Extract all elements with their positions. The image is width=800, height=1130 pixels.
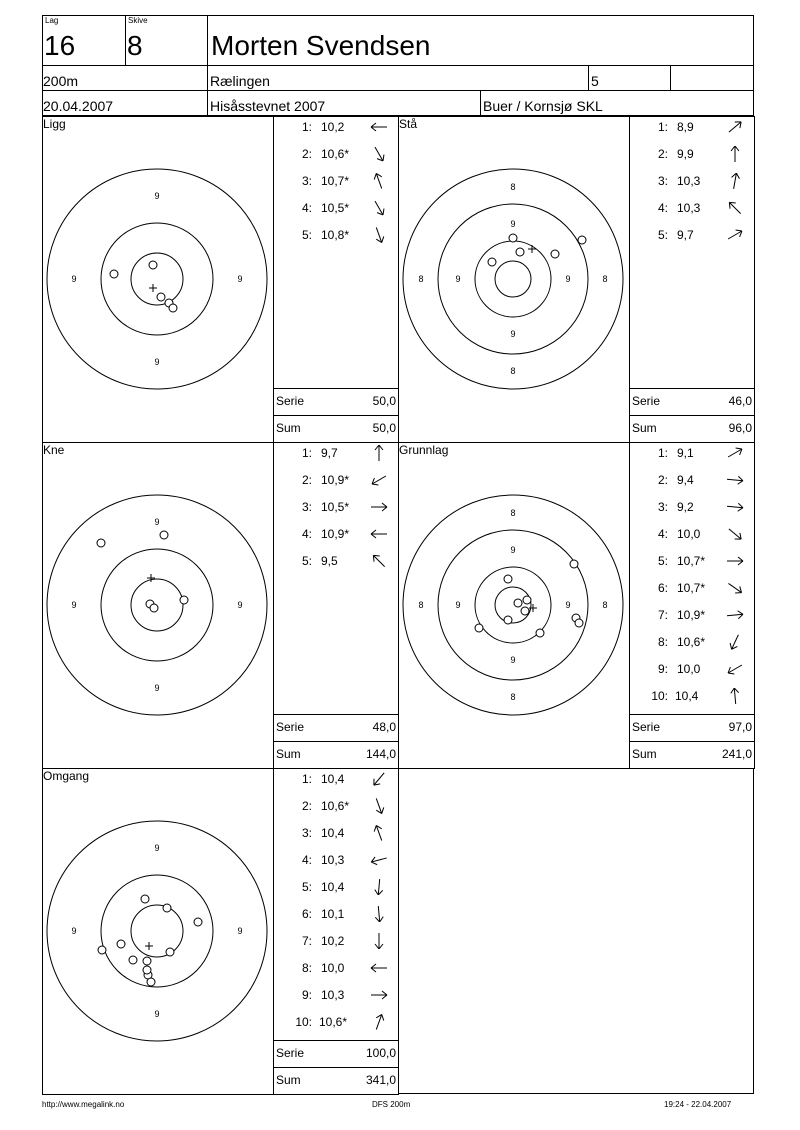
shot-number: 1: [301, 772, 312, 786]
shot-number: 3: [657, 174, 668, 188]
shot-hole [157, 293, 165, 301]
serie-label: Serie [276, 1046, 305, 1060]
direction-arrow-icon [725, 445, 745, 461]
shot-hole [129, 956, 137, 964]
lag-value: 16 [44, 30, 76, 61]
shot-row [629, 497, 754, 517]
sum-label: Sum [632, 747, 657, 761]
shot-number: 1: [657, 446, 668, 460]
shot-number: 4: [657, 527, 668, 541]
direction-arrow-icon [725, 580, 745, 596]
target-ring [47, 821, 267, 1041]
shot-value: 9,7 [677, 228, 694, 242]
target-face [42, 442, 273, 768]
shot-hole [516, 248, 524, 256]
ring-label: 9 [455, 274, 461, 284]
shot-value: 10,9* [321, 527, 350, 541]
shooter-name: Morten Svendsen [211, 30, 431, 61]
shot-hole [141, 895, 149, 903]
shot-row [273, 850, 398, 870]
shot-hole [504, 616, 512, 624]
sum-value: 96,0 [728, 421, 752, 435]
shot-value: 10,6* [319, 1015, 348, 1029]
shot-row [273, 144, 398, 164]
shot-number: 4: [301, 201, 312, 215]
shot-hole [147, 978, 155, 986]
shot-value: 10,5* [321, 201, 350, 215]
serie-value: 48,0 [372, 720, 396, 734]
direction-arrow-icon [369, 499, 389, 515]
target-face [398, 442, 629, 768]
sum-row [273, 1067, 399, 1094]
shot-row [273, 904, 398, 924]
direction-arrow-icon [725, 607, 745, 623]
distance: 200m [43, 73, 79, 89]
direction-arrow-icon [725, 119, 745, 135]
club: Rælingen [210, 73, 270, 89]
lag-label: Lag [45, 16, 59, 25]
shot-hole [150, 604, 158, 612]
serie-value: 100,0 [365, 1046, 396, 1060]
series-name: Grunnlag [399, 443, 449, 457]
event: Hisåsstevnet 2007 [210, 98, 326, 114]
target-ring [101, 875, 213, 987]
direction-arrow-icon [725, 499, 745, 515]
center-cross-icon [145, 942, 153, 950]
shot-value: 9,5 [321, 554, 338, 568]
shot-row [273, 1012, 398, 1032]
ring-label: 9 [510, 545, 516, 555]
ring-label: 9 [154, 843, 160, 853]
shot-hole [475, 624, 483, 632]
shot-hole [169, 304, 177, 312]
shot-value: 10,4 [321, 880, 345, 894]
direction-arrow-icon [725, 173, 745, 189]
serie-row [629, 714, 755, 741]
shot-hole [504, 575, 512, 583]
shot-value: 10,6* [321, 799, 350, 813]
hosts: Buer / Kornsjø SKL [483, 98, 603, 114]
shot-number: 2: [301, 799, 312, 813]
sum-value: 241,0 [721, 747, 752, 761]
direction-arrow-icon [369, 119, 389, 135]
serie-label: Serie [632, 394, 661, 408]
serie-row [273, 1040, 399, 1067]
shot-value: 9,7 [321, 446, 338, 460]
shot-hole [578, 236, 586, 244]
shot-value: 10,3 [321, 988, 345, 1002]
shot-number: 5: [657, 554, 668, 568]
shot-value: 9,1 [677, 446, 694, 460]
shot-value: 10,2 [321, 934, 345, 948]
shot-value: 10,4 [675, 689, 699, 703]
direction-arrow-icon [725, 200, 745, 216]
shot-number: 1: [657, 120, 668, 134]
shot-value: 10,0 [321, 961, 345, 975]
serie-row [629, 388, 755, 415]
shot-row [273, 470, 398, 490]
class-cell [588, 65, 671, 90]
target-ring [403, 169, 623, 389]
shot-number: 3: [657, 500, 668, 514]
shot-row [273, 198, 398, 218]
direction-arrow-icon [369, 472, 389, 488]
direction-arrow-icon [369, 1014, 389, 1030]
shot-number: 8: [301, 961, 312, 975]
serie-value: 50,0 [372, 394, 396, 408]
direction-arrow-icon [369, 173, 389, 189]
ring-label: 9 [237, 926, 243, 936]
shot-value: 10,3 [677, 201, 701, 215]
shot-hole [551, 250, 559, 258]
date: 20.04.2007 [43, 98, 114, 114]
direction-arrow-icon [369, 146, 389, 162]
ring-label: 8 [418, 600, 424, 610]
ring-label: 9 [154, 517, 160, 527]
shot-hole [523, 596, 531, 604]
ring-label: 8 [602, 274, 608, 284]
target-ring [403, 495, 623, 715]
shot-value: 10,9* [677, 608, 706, 622]
shot-number: 9: [657, 662, 668, 676]
ring-label: 9 [154, 191, 160, 201]
footer-program: DFS 200m [372, 1100, 411, 1109]
shot-hole [166, 948, 174, 956]
ring-label: 9 [565, 600, 571, 610]
direction-arrow-icon [725, 688, 745, 704]
sum-value: 144,0 [365, 747, 396, 761]
ring-label: 8 [510, 182, 516, 192]
shot-row [629, 117, 754, 137]
shot-hole [488, 258, 496, 266]
direction-arrow-icon [369, 445, 389, 461]
target-ring [495, 587, 531, 623]
direction-arrow-icon [369, 852, 389, 868]
divider [480, 90, 481, 116]
shot-number: 2: [301, 147, 312, 161]
sum-row [273, 415, 399, 442]
sum-label: Sum [276, 421, 301, 435]
shot-value: 10,7* [677, 581, 706, 595]
shot-number: 1: [301, 446, 312, 460]
direction-arrow-icon [369, 825, 389, 841]
ring-label: 8 [510, 692, 516, 702]
ring-label: 9 [510, 655, 516, 665]
sum-row [629, 415, 755, 442]
shot-number: 3: [301, 826, 312, 840]
shot-row [273, 443, 398, 463]
direction-arrow-icon [725, 472, 745, 488]
series-name: Omgang [43, 769, 90, 783]
direction-arrow-icon [725, 661, 745, 677]
shot-row [273, 931, 398, 951]
shot-hole [180, 596, 188, 604]
ring-label: 9 [565, 274, 571, 284]
target-face [42, 768, 273, 1094]
shot-value: 10,3 [321, 853, 345, 867]
shot-hole [570, 560, 578, 568]
shot-value: 10,0 [677, 662, 701, 676]
direction-arrow-icon [369, 200, 389, 216]
shot-hole [117, 940, 125, 948]
shot-number: 5: [301, 228, 312, 242]
shot-row [629, 632, 754, 652]
shot-hole [521, 607, 529, 615]
shot-number: 2: [657, 147, 668, 161]
shot-row [629, 686, 754, 706]
direction-arrow-icon [369, 987, 389, 1003]
direction-arrow-icon [725, 526, 745, 542]
ring-label: 9 [237, 274, 243, 284]
target-ring [47, 169, 267, 389]
shot-number: 6: [301, 907, 312, 921]
shot-value: 9,4 [677, 473, 694, 487]
shot-value: 10,4 [321, 826, 345, 840]
center-cross-icon [149, 284, 157, 292]
shot-number: 3: [301, 500, 312, 514]
target-ring [131, 905, 183, 957]
shot-row [629, 605, 754, 625]
shot-number: 3: [301, 174, 312, 188]
ring-label: 9 [71, 600, 77, 610]
empty-cell [398, 768, 754, 1094]
series-name: Kne [43, 443, 65, 457]
shot-hole [514, 599, 522, 607]
direction-arrow-icon [369, 771, 389, 787]
direction-arrow-icon [369, 526, 389, 542]
shot-value: 10,2 [321, 120, 345, 134]
sum-label: Sum [632, 421, 657, 435]
sum-value: 50,0 [372, 421, 396, 435]
shot-number: 4: [301, 527, 312, 541]
shot-hole [160, 531, 168, 539]
shot-value: 10,7* [677, 554, 706, 568]
shot-hole [149, 261, 157, 269]
shot-value: 10,7* [321, 174, 350, 188]
serie-row [273, 388, 399, 415]
direction-arrow-icon [369, 879, 389, 895]
shot-hole [143, 957, 151, 965]
shot-value: 10,1 [321, 907, 345, 921]
shot-number: 7: [657, 608, 668, 622]
shot-value: 10,6* [321, 147, 350, 161]
sum-value: 341,0 [365, 1073, 396, 1087]
shot-hole [143, 966, 151, 974]
shot-row [629, 144, 754, 164]
shot-row [273, 823, 398, 843]
sum-row [629, 741, 755, 768]
serie-value: 97,0 [728, 720, 752, 734]
shot-number: 4: [301, 853, 312, 867]
shot-hole [97, 539, 105, 547]
shot-value: 10,5* [321, 500, 350, 514]
shot-hole [536, 629, 544, 637]
shot-number: 2: [657, 473, 668, 487]
direction-arrow-icon [369, 906, 389, 922]
skive-cell [126, 15, 208, 65]
shot-hole [98, 946, 106, 954]
shot-number: 7: [301, 934, 312, 948]
ring-label: 9 [154, 683, 160, 693]
shot-value: 10,3 [677, 174, 701, 188]
shot-number: 4: [657, 201, 668, 215]
sum-label: Sum [276, 1073, 301, 1087]
ring-label: 8 [602, 600, 608, 610]
shot-number: 1: [301, 120, 312, 134]
ring-label: 8 [418, 274, 424, 284]
shot-row [629, 524, 754, 544]
shot-value: 10,9* [321, 473, 350, 487]
shot-row [273, 524, 398, 544]
shot-value: 10,8* [321, 228, 350, 242]
shot-row [629, 659, 754, 679]
sum-row [273, 741, 399, 768]
shot-row [273, 117, 398, 137]
shot-hole [194, 918, 202, 926]
shot-row [629, 470, 754, 490]
serie-value: 46,0 [728, 394, 752, 408]
direction-arrow-icon [725, 227, 745, 243]
sum-label: Sum [276, 747, 301, 761]
shot-row [629, 578, 754, 598]
shot-value: 9,2 [677, 500, 694, 514]
serie-label: Serie [276, 720, 305, 734]
shot-row [629, 225, 754, 245]
ring-label: 9 [71, 926, 77, 936]
ring-label: 9 [510, 329, 516, 339]
shot-number: 6: [657, 581, 668, 595]
ring-label: 9 [237, 600, 243, 610]
footer-timestamp: 19:24 - 22.04.2007 [664, 1100, 732, 1109]
ring-label: 8 [510, 366, 516, 376]
shot-hole [575, 619, 583, 627]
shot-value: 9,9 [677, 147, 694, 161]
target-face [42, 116, 273, 442]
target-ring [495, 261, 531, 297]
shot-value: 8,9 [677, 120, 694, 134]
direction-arrow-icon [725, 634, 745, 650]
shot-number: 2: [301, 473, 312, 487]
ring-label: 9 [71, 274, 77, 284]
shot-row [629, 443, 754, 463]
shot-row [629, 171, 754, 191]
target-ring [101, 223, 213, 335]
serie-label: Serie [276, 394, 305, 408]
direction-arrow-icon [369, 553, 389, 569]
series-name: Ligg [43, 117, 66, 131]
shot-number: 9: [301, 988, 312, 1002]
series-name: Stå [399, 117, 418, 131]
shot-row [273, 225, 398, 245]
direction-arrow-icon [369, 798, 389, 814]
ring-label: 8 [510, 508, 516, 518]
class: 5 [591, 73, 599, 89]
shot-row [273, 985, 398, 1005]
footer-url[interactable]: http://www.megalink.no [42, 1100, 125, 1109]
shot-row [273, 551, 398, 571]
shot-hole [163, 904, 171, 912]
center-cross-icon [528, 245, 536, 253]
shot-value: 10,4 [321, 772, 345, 786]
serie-label: Serie [632, 720, 661, 734]
shot-row [273, 877, 398, 897]
shot-number: 5: [301, 554, 312, 568]
shot-value: 10,0 [677, 527, 701, 541]
shot-hole [509, 234, 517, 242]
serie-row [273, 714, 399, 741]
target-ring [475, 241, 551, 317]
shot-row [273, 497, 398, 517]
ring-label: 9 [510, 219, 516, 229]
ring-label: 9 [455, 600, 461, 610]
skive-label: Skive [128, 16, 148, 25]
skive-value: 8 [127, 30, 143, 61]
shot-number: 5: [301, 880, 312, 894]
ring-label: 9 [154, 357, 160, 367]
direction-arrow-icon [369, 960, 389, 976]
shot-row [273, 171, 398, 191]
shot-row [273, 796, 398, 816]
shot-row [273, 958, 398, 978]
shot-number: 10: [295, 1015, 312, 1029]
direction-arrow-icon [725, 146, 745, 162]
shot-row [629, 198, 754, 218]
shot-row [629, 551, 754, 571]
lag-cell [42, 15, 126, 65]
shot-hole [110, 270, 118, 278]
shot-value: 10,6* [677, 635, 706, 649]
shot-number: 5: [657, 228, 668, 242]
shot-number: 10: [651, 689, 668, 703]
direction-arrow-icon [369, 933, 389, 949]
ring-label: 9 [154, 1009, 160, 1019]
target-face [398, 116, 629, 442]
shot-number: 8: [657, 635, 668, 649]
direction-arrow-icon [725, 553, 745, 569]
direction-arrow-icon [369, 227, 389, 243]
shot-row [273, 769, 398, 789]
